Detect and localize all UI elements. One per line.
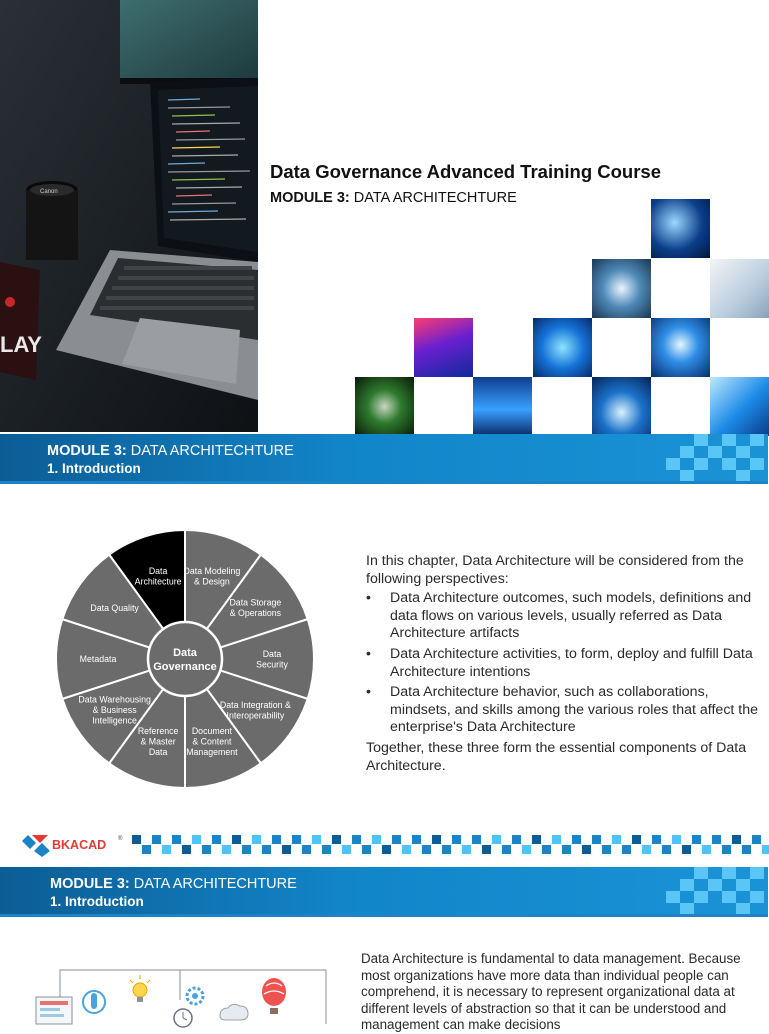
tech-tile-devices xyxy=(710,259,769,318)
slide2-module-name: DATA ARCHITECHTURE xyxy=(130,443,294,459)
clock-icon xyxy=(174,1009,192,1027)
svg-text:Canon: Canon xyxy=(40,189,58,195)
logo-text: BKACAD xyxy=(52,838,107,852)
tech-tile-network xyxy=(651,199,710,258)
bkacad-logo xyxy=(22,831,132,857)
course-title: Data Governance Advanced Training Course xyxy=(270,161,662,182)
tech-tile-shield xyxy=(533,318,592,377)
slide2-section-title: 1. Introduction xyxy=(47,461,141,476)
wheel-segment-label: Metadata xyxy=(79,654,117,664)
slide2-header-module xyxy=(47,443,294,459)
wheel-segment-label: Data Security xyxy=(256,648,288,670)
module-subtitle xyxy=(270,190,517,206)
wheel-segment-label: Document & Content Management xyxy=(186,726,238,758)
divider-checker-pattern xyxy=(132,835,768,855)
wheel-segment-label: Data Architecture xyxy=(134,566,182,587)
thermometer-icon xyxy=(83,991,105,1013)
slide2-conclusion: Together, these three form the essential components of Data Architecture. xyxy=(366,739,747,774)
module-name: DATA ARCHITECHTURE xyxy=(353,190,517,206)
wheel-segment-label: Reference & Master Data xyxy=(137,726,179,758)
laptop-photo xyxy=(0,0,258,432)
wheel-segment-label: Data Modeling & Design xyxy=(183,566,241,587)
cloud-icon xyxy=(220,1004,248,1020)
slide3-header xyxy=(0,867,768,915)
slide3-paragraph: Data Architecture is fundamental to data management. Because most organizations have more data than individual people can comprehend, it is necessary to represent organizational data at different levels of abstraction so that it can be understood and management can make decisions xyxy=(361,951,741,1033)
slide3-header-module xyxy=(50,876,297,892)
wheel-segment-label: Data Storage & Operations xyxy=(229,597,282,619)
header-checker-pattern xyxy=(650,434,768,482)
slide2-module-label: MODULE 3: xyxy=(47,443,127,459)
logo-registered-mark: ® xyxy=(118,836,123,842)
balloon-icon xyxy=(262,978,286,1014)
dama-wheel-diagram xyxy=(52,530,322,790)
tech-tile-sphere xyxy=(355,377,414,436)
svg-text:LAY: LAY xyxy=(0,332,42,357)
slide3-header-rule xyxy=(0,914,768,917)
wheel-center-line2: Governance xyxy=(153,661,217,673)
slide2-bullet: • Data Architecture activities, to form, deploy and fulfill Data Architecture intentions xyxy=(366,646,760,681)
data-management-illustration xyxy=(30,960,340,1024)
gear-icon xyxy=(187,988,203,1004)
wheel-center-line1: Data xyxy=(173,647,197,659)
report-icon xyxy=(36,997,72,1024)
wheel-segment-label: Data Quality xyxy=(90,602,139,613)
slide2-header-rule xyxy=(0,481,768,484)
slide2-bullet: • Data Architecture outcomes, such models, definitions and data flows on various levels, usually referred as Data Architecture artifacts xyxy=(366,590,760,643)
tech-tile-light xyxy=(592,377,651,436)
tech-tile-fiber xyxy=(414,318,473,377)
wheel-segment-label: Data Warehousing & Business Intelligence xyxy=(78,694,151,726)
tech-tile-laptop xyxy=(710,377,769,436)
slide2-header xyxy=(0,434,768,482)
slide3-module-name: DATA ARCHITECHTURE xyxy=(133,876,297,892)
wheel-center xyxy=(148,622,222,696)
slide2-body xyxy=(366,553,760,777)
tech-tile-globe xyxy=(592,259,651,318)
tech-tile-lock xyxy=(651,318,710,377)
lightbulb-icon xyxy=(130,975,150,1002)
tech-tile-city xyxy=(473,377,532,436)
header-checker-pattern xyxy=(650,867,768,915)
slide3-section-title: 1. Introduction xyxy=(50,894,144,909)
slide2-bullet: • Data Architecture behavior, such as collaborations, mindsets, and skills among the various roles that affect the enterprise's Data Architecture xyxy=(366,684,760,737)
wheel-segment-label: Data Integration & Interoperability xyxy=(219,699,291,721)
module-label: MODULE 3: xyxy=(270,190,350,206)
slide2-intro: In this chapter, Data Architecture will be considered from the following perspectives: xyxy=(366,553,744,587)
slide2-bullet-list xyxy=(366,590,760,737)
title-slide xyxy=(0,0,768,432)
slide3-module-label: MODULE 3: xyxy=(50,876,130,892)
